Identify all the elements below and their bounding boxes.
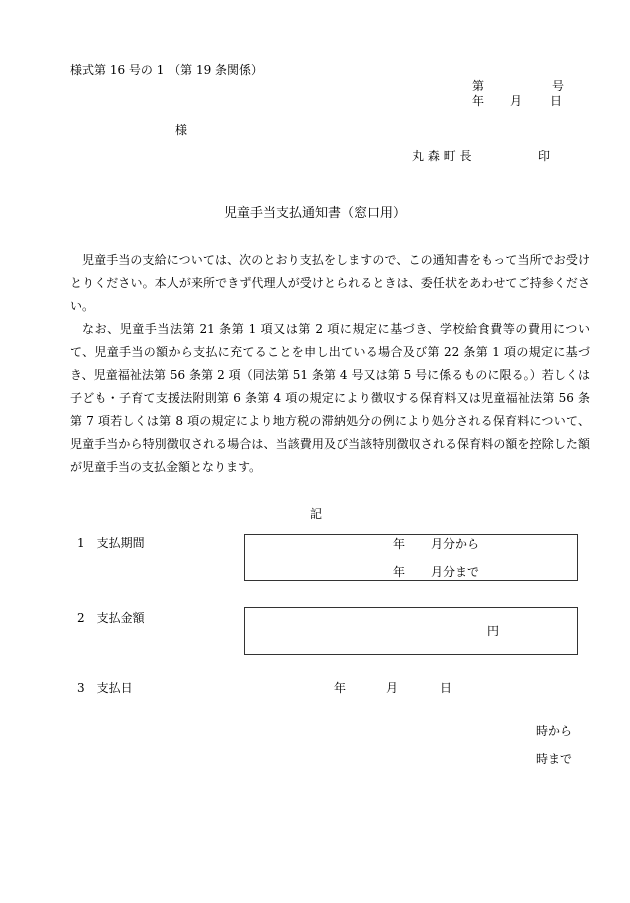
time-from: 時から bbox=[536, 724, 573, 738]
issuer-title: 丸 森 町 長 bbox=[412, 149, 472, 163]
date-month-label: 月 bbox=[510, 94, 523, 108]
pay-date-month: 月 bbox=[386, 681, 399, 695]
pay-date-year: 年 bbox=[334, 681, 347, 695]
page-title: 児童手当支払通知書（窓口用） bbox=[223, 206, 406, 221]
period-month-to: 月分まで bbox=[431, 565, 480, 579]
amount-yen: 円 bbox=[487, 624, 500, 638]
pay-date-label: 3 支払日 bbox=[77, 681, 133, 695]
period-year-1: 年 bbox=[393, 537, 406, 551]
period-box bbox=[244, 534, 578, 581]
amount-box bbox=[244, 607, 578, 655]
doc-number-go: 号 bbox=[552, 79, 565, 93]
date-day-label: 日 bbox=[550, 94, 563, 108]
pay-date-day: 日 bbox=[440, 681, 453, 695]
period-label: 1 支払期間 bbox=[77, 536, 145, 550]
form-number: 様式第 16 号の 1 （第 19 条関係） bbox=[70, 63, 264, 77]
paragraph-2: なお、児童手当法第 21 条第 1 項又は第 2 項に規定に基づき、学校給食費等の費用について、児童手当の額から支払に充てることを申し出ている場合及び第 22 条第 1 項の規定に基づき、児童福祉法第 56 条第 2 項（同法第 51 条第 4 号又は第 5 号に係るものに限る。）若しくは子ども・子育て支援法附則第 6 条第 4 項の規定により徴収する保育料又は児童福祉法第 56 条第 7 項若しくは第 8 項の規定により地方税の滞納処分の例により処分される保育料について、児童手当から特別徴収される場合は、当該費用及び当該特別徴収される保育料の額を控除した額が児童手当の支払金額となります。 bbox=[70, 322, 590, 474]
amount-label: 2 支払金額 bbox=[77, 611, 145, 625]
period-month-from: 月分から bbox=[431, 537, 480, 551]
paragraph-1: 児童手当の支給については、次のとおり支払をしますので、この通知書をもって当所でお受けとりください。本人が来所できず代理人が受けとられるときは、委任状をあわせてご持参ください。 bbox=[70, 253, 590, 313]
date-year-label: 年 bbox=[472, 94, 485, 108]
time-to: 時まで bbox=[536, 752, 573, 766]
doc-number-dai: 第 bbox=[472, 79, 485, 93]
ki-heading: 記 bbox=[310, 507, 323, 521]
period-year-2: 年 bbox=[393, 565, 406, 579]
recipient-suffix: 様 bbox=[175, 123, 188, 137]
issuer-seal: 印 bbox=[538, 149, 551, 163]
